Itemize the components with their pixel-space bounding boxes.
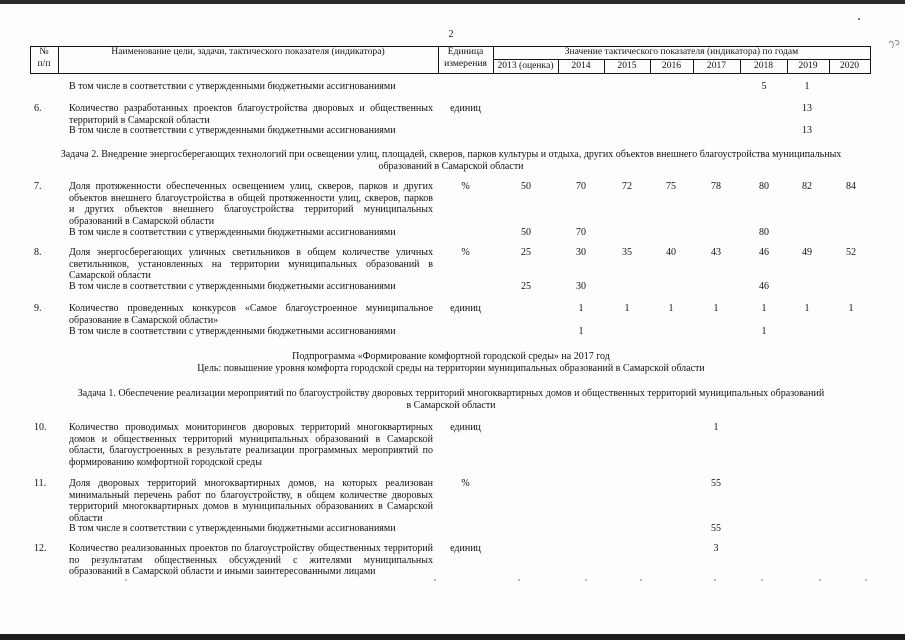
header-num: № <box>39 46 49 57</box>
value-cell: 78 <box>711 181 721 192</box>
value-cell: 5 <box>761 81 767 92</box>
value-cell: 40 <box>666 247 676 258</box>
indicator-text-line: минимальный перечень работ по благоустройству, в общем количестве дворовых <box>69 489 433 501</box>
budget-text: В том числе в соответствии с утвержденными бюджетными ассигнованиями <box>69 125 396 136</box>
value-cell: 1 <box>668 303 674 314</box>
value-cell: 1 <box>804 303 810 314</box>
header-year: 2018 <box>753 60 774 71</box>
indicator-text-line: Доля протяженности обеспеченных освещением улиц, скверов, парков и других <box>69 181 433 192</box>
indicator-text-line: Количество реализованных проектов по благоустройству общественных территорий <box>69 543 433 554</box>
value-cell: 1 <box>761 303 767 314</box>
value-cell: 1 <box>578 326 584 337</box>
indicator-text-line: Количество проводимых мониторингов дворовых территорий многоквартирных <box>69 422 433 433</box>
value-cell: 30 <box>576 247 586 258</box>
section-heading-line: Задача 1. Обеспечение реализации мероприятий по благоустройству дворовых территорий многоквартирных домов и общественных территорий муниципальных образований <box>77 388 825 399</box>
header-unit-sub: измерения <box>444 58 487 69</box>
value-cell: 1 <box>713 303 719 314</box>
indicator-text-line: образований в Самарской области <box>69 215 215 227</box>
value-cell: 49 <box>802 247 812 258</box>
indicator-text-line: формированию комфортной городской среды <box>69 456 262 468</box>
indicator-text-line: и других объектов внешнего благоустройства территорий муниципальных <box>69 204 433 215</box>
value-cell: 43 <box>711 247 721 258</box>
value-cell: 13 <box>802 125 812 136</box>
scan-speck <box>857 17 861 21</box>
header-year: 2015 <box>617 60 637 71</box>
value-cell: 50 <box>521 227 531 238</box>
header-values-title: Значение тактического показателя (индикатора) по годам <box>564 46 799 57</box>
unit-cell: % <box>461 181 470 192</box>
budget-text: В том числе в соответствии с утвержденными бюджетными ассигнованиями <box>69 523 396 534</box>
value-cell: 1 <box>624 303 630 314</box>
budget-text: В том числе в соответствии с утвержденными бюджетными ассигнованиями <box>69 81 396 92</box>
indicator-text-line: по результатам общественных обсуждений с жителями муниципальных <box>69 554 433 566</box>
value-cell: 46 <box>759 247 769 258</box>
value-cell: 1 <box>761 326 767 337</box>
value-cell: 55 <box>711 478 721 489</box>
value-cell: 30 <box>576 281 586 292</box>
value-cell: 1 <box>578 303 584 314</box>
margin-scribble <box>887 37 903 51</box>
value-cell: 75 <box>666 181 676 192</box>
value-cell: 52 <box>846 247 856 258</box>
section-heading-line: Подпрограмма «Формирование комфортной городской среды» на 2017 год <box>292 351 610 362</box>
value-cell: 84 <box>846 181 856 192</box>
indicator-text-line: домов и общественных территорий муниципальных образований в Самарской <box>69 433 433 445</box>
indicator-text-line: Доля дворовых территорий многоквартирных домов, на которых реализован <box>69 478 433 489</box>
unit-cell: % <box>461 478 470 489</box>
indicator-text-line: области, благоустроенных в результате реализации программных мероприятий по <box>69 445 433 456</box>
unit-cell: единиц <box>450 303 481 314</box>
row-number: 10. <box>34 422 47 433</box>
value-cell: 46 <box>759 281 769 292</box>
value-cell: 70 <box>576 181 586 192</box>
value-cell: 1 <box>713 422 719 433</box>
header-year: 2016 <box>661 60 682 71</box>
header-year: 2013 (оценка) <box>497 60 554 71</box>
header-num-sub: п/п <box>37 58 51 69</box>
value-cell: 82 <box>802 181 812 192</box>
unit-cell: % <box>461 247 470 258</box>
page-number: 2 <box>448 29 454 40</box>
row-number: 11. <box>34 478 47 489</box>
header-year: 2017 <box>706 60 727 71</box>
scan-edge-bottom <box>0 634 905 640</box>
row-number: 6. <box>34 103 42 114</box>
value-cell: 35 <box>622 247 632 258</box>
indicator-text-line: территорий в Самарской области <box>69 114 210 126</box>
indicator-text-line: Доля энергосберегающих уличных светильников в общем количестве уличных <box>69 247 433 258</box>
indicator-text-line: Количество проведенных конкурсов «Самое благоустроенное муниципальное <box>69 303 433 314</box>
indicator-text-line: образование в Самарской области» <box>69 314 219 326</box>
section-heading-line: Цель: повышение уровня комфорта городской среды на территории муниципальных образований в Самарской области <box>197 362 705 374</box>
value-cell: 1 <box>804 81 810 92</box>
header-year: 2020 <box>839 60 860 71</box>
scan-noise <box>0 575 905 585</box>
section-heading-line: образований в Самарской области <box>378 160 524 172</box>
value-cell: 25 <box>521 247 531 258</box>
value-cell: 1 <box>848 303 854 314</box>
value-cell: 70 <box>576 227 586 238</box>
budget-text: В том числе в соответствии с утвержденными бюджетными ассигнованиями <box>69 227 396 238</box>
unit-cell: единиц <box>450 543 481 554</box>
row-number: 8. <box>34 247 42 258</box>
row-number: 12. <box>34 543 47 554</box>
section-heading-line: в Самарской области <box>406 399 496 411</box>
row-number: 7. <box>34 181 42 192</box>
indicator-text-line: территорий многоквартирных домов в муниципальных образованиях в Самарской <box>69 501 433 512</box>
header-year: 2014 <box>571 60 591 71</box>
indicator-text-line: объектов внешнего благоустройства в общей протяженности улиц, скверов, парков <box>69 192 433 204</box>
indicator-text-line: Самарской области <box>69 270 151 281</box>
section-heading-line: Задача 2. Внедрение энергосберегающих технологий при освещении улиц, площадей, скверов, парков культуры и отдыха, других объектов внешнего благоустройства муниципальных <box>60 149 842 160</box>
unit-cell: единиц <box>450 103 481 114</box>
scan-edge-top <box>0 0 905 4</box>
value-cell: 3 <box>713 543 719 554</box>
indicator-text-line: области <box>69 512 103 524</box>
value-cell: 25 <box>521 281 531 292</box>
indicator-text-line: образований в Самарской области и иными заинтересованными лицами <box>69 566 376 577</box>
value-cell: 50 <box>521 181 531 192</box>
value-cell: 55 <box>711 523 721 534</box>
header-name: Наименование цели, задачи, тактического показателя (индикатора) <box>111 46 385 57</box>
header-year: 2019 <box>798 60 818 71</box>
indicator-text-line: светильников, установленных на территории муниципальных образований в <box>69 258 433 270</box>
row-number: 9. <box>34 303 42 314</box>
value-cell: 72 <box>622 181 632 192</box>
indicator-text-line: Количество разработанных проектов благоустройства дворовых и общественных <box>69 103 433 114</box>
value-cell: 13 <box>802 103 812 114</box>
value-cell: 80 <box>759 181 769 192</box>
value-cell: 80 <box>759 227 769 238</box>
unit-cell: единиц <box>450 422 481 433</box>
header-unit: Единица <box>447 46 484 57</box>
budget-text: В том числе в соответствии с утвержденными бюджетными ассигнованиями <box>69 326 396 337</box>
budget-text: В том числе в соответствии с утвержденными бюджетными ассигнованиями <box>69 281 396 292</box>
